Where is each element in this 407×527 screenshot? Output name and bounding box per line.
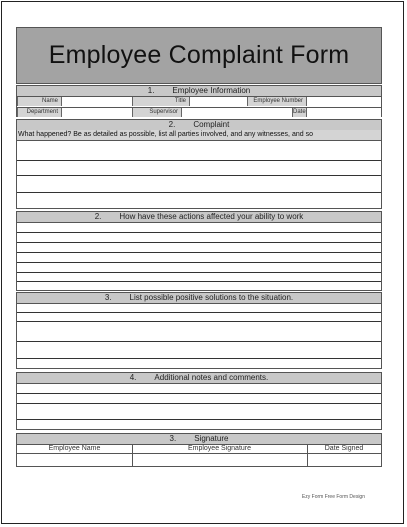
writing-line[interactable] (17, 341, 381, 342)
section-title: 3. List possible positive solutions to the situation. (17, 293, 381, 304)
complaint-prompt: What happened? Be as detailed as possible, list all parties involved, and any witnesses, and so (17, 130, 381, 141)
section-work-ability (16, 211, 382, 291)
supervisor-field[interactable] (182, 108, 292, 117)
writing-line[interactable] (17, 403, 381, 404)
writing-line[interactable] (17, 312, 381, 313)
section-title: 3. Signature (17, 434, 381, 445)
section-title: 2. How have these actions affected your ability to work (17, 212, 381, 223)
writing-line[interactable] (17, 358, 381, 359)
department-field[interactable] (62, 108, 132, 117)
title-field[interactable] (190, 97, 247, 106)
info-row-2 (17, 107, 381, 117)
form-header (16, 27, 382, 84)
section-employee-information (16, 85, 382, 117)
employee-name-header: Employee Name (48, 445, 101, 452)
writing-line[interactable] (17, 272, 381, 273)
writing-line[interactable] (17, 192, 381, 193)
section-notes (16, 372, 382, 430)
writing-line[interactable] (17, 160, 381, 161)
writing-line[interactable] (17, 175, 381, 176)
date-label: Date (293, 109, 306, 115)
form-page (1, 1, 404, 524)
date-signed-header: Date Signed (324, 445, 364, 452)
title-label: Title (132, 97, 190, 106)
writing-line[interactable] (17, 262, 381, 263)
name-label: Name (17, 97, 62, 106)
employee-signature-field[interactable] (133, 454, 307, 466)
date-field[interactable] (307, 108, 381, 117)
section-title: 4. Additional notes and comments. (17, 373, 381, 384)
department-label: Department (17, 108, 62, 117)
writing-line[interactable] (17, 321, 381, 322)
signature-header-row (17, 444, 381, 454)
form-title: Employee Complaint Form (48, 41, 350, 69)
name-field[interactable] (62, 97, 132, 106)
info-row-1 (17, 97, 381, 106)
section-signature (16, 433, 382, 467)
writing-line[interactable] (17, 242, 381, 243)
section-complaint (16, 119, 382, 209)
writing-line[interactable] (17, 393, 381, 394)
date-signed-field[interactable] (308, 454, 381, 466)
writing-line[interactable] (17, 419, 381, 420)
writing-line[interactable] (17, 232, 381, 233)
employee-number-field[interactable] (307, 97, 381, 106)
section-solutions (16, 292, 382, 369)
supervisor-label: Supervisor (132, 108, 182, 117)
footer-credit: Ezy Form Free Form Design (301, 494, 365, 500)
writing-line[interactable] (17, 252, 381, 253)
section-title: 1. Employee Information (17, 86, 381, 97)
employee-number-label: Employee Number (247, 97, 307, 106)
employee-name-field[interactable] (17, 454, 132, 466)
employee-signature-header: Employee Signature (187, 445, 252, 452)
writing-line[interactable] (17, 281, 381, 282)
section-title: 2. Complaint (17, 120, 381, 131)
